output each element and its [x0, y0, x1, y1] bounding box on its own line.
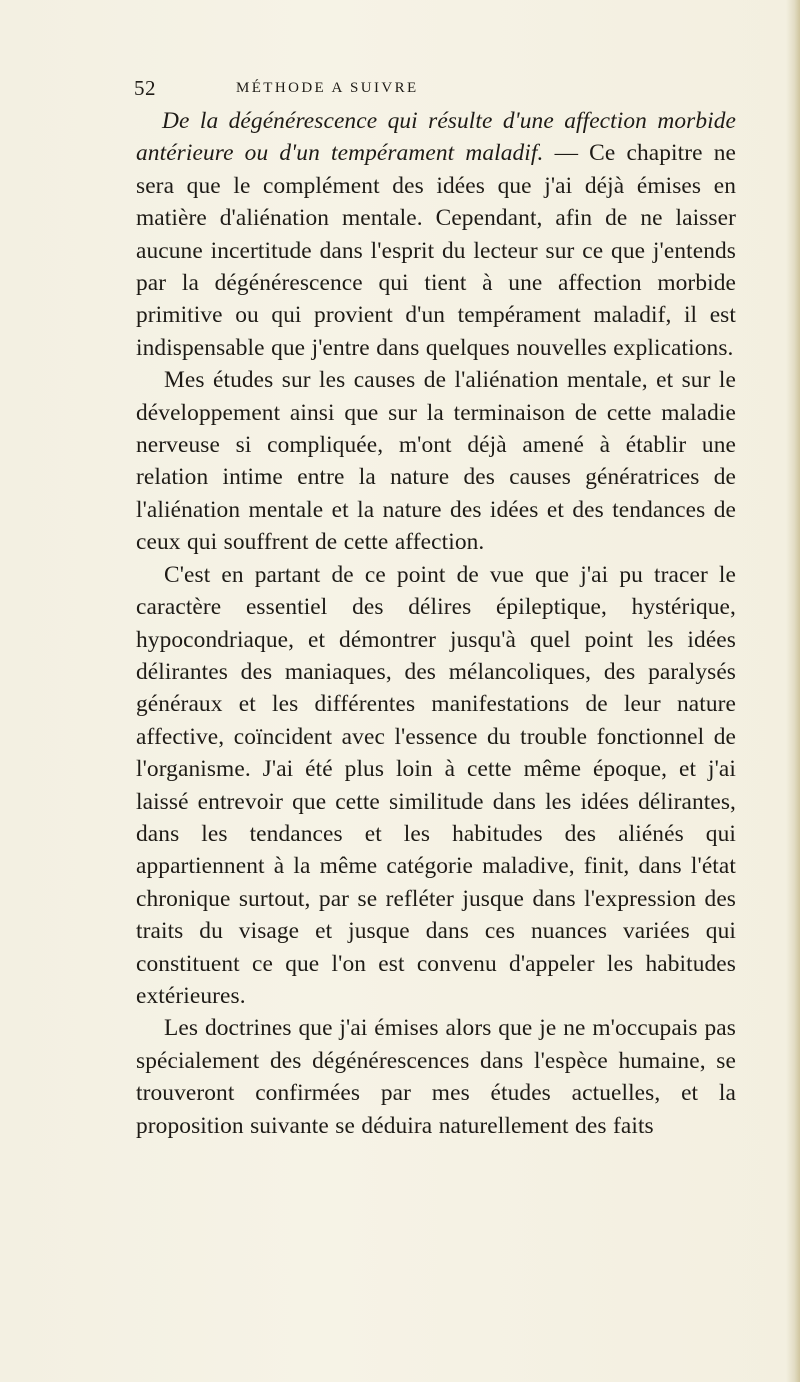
body-text — [136, 105, 736, 1142]
paragraph-3: C'est en partant de ce point de vue que j'ai pu tracer le caractère essentiel des délires épileptique, hystérique, hypocondriaque, et démontrer jusqu'à quel point les idées délirantes des maniaques, des mélancoliques, des paralysés généraux et les différentes manifestations de leur nature affective, coïncident avec l'essence du trouble fonctionnel de l'organisme. J'ai été plus loin à cette même époque, et j'ai laissé entrevoir que cette similitude dans les idées délirantes, dans les tendances et les habitudes des aliénés qui appartiennent à la même catégorie maladive, finit, dans l'état chronique surtout, par se refléter jusque dans l'expression des traits du visage et jusque dans ces nuances variées qui constituent ce que l'on est convenu d'appeler les habitudes extérieures. — [136, 561, 736, 1009]
paragraph-2: Mes études sur les causes de l'aliénation mentale, et sur le développement ainsi que sur la terminaison de cette maladie nerveuse si compliquée, m'ont déjà amené à établir une relation intime entre la nature des causes génératrices de l'aliénation mentale et la nature des idées et des tendances de ceux qui souffrent de cette affection. — [136, 367, 736, 556]
page-number: 52 — [134, 76, 156, 100]
paragraph-1-text: — Ce chapitre ne sera que le complément des idées que j'ai déjà émises en matière d'aliénation mentale. Cependant, afin de ne laisser aucune incertitude dans l'esprit du lecteur sur ce que j'entends par la dégénérescence qui tient à une affection morbide primitive ou qui provient d'un tempérament maladif, il est indispensable que j'entre dans quelques nouvelles explications. — [136, 140, 736, 361]
section-heading: De la dégénérescence qui résulte d'une affection morbide antérieure ou d'un tempérament maladif. — [136, 108, 736, 167]
paragraph-1 — [136, 105, 736, 364]
running-title: MÉTHODE A SUIVRE — [236, 80, 419, 96]
page-header — [134, 76, 604, 106]
paragraph-4: Les doctrines que j'ai émises alors que je ne m'occupais pas spécialement des dégénérescences dans l'espèce humaine, se trouveront confirmées par mes études actuelles, et la proposition suivante se déduira naturellement des faits — [136, 1015, 736, 1139]
page-edge-shadow — [786, 0, 800, 1382]
